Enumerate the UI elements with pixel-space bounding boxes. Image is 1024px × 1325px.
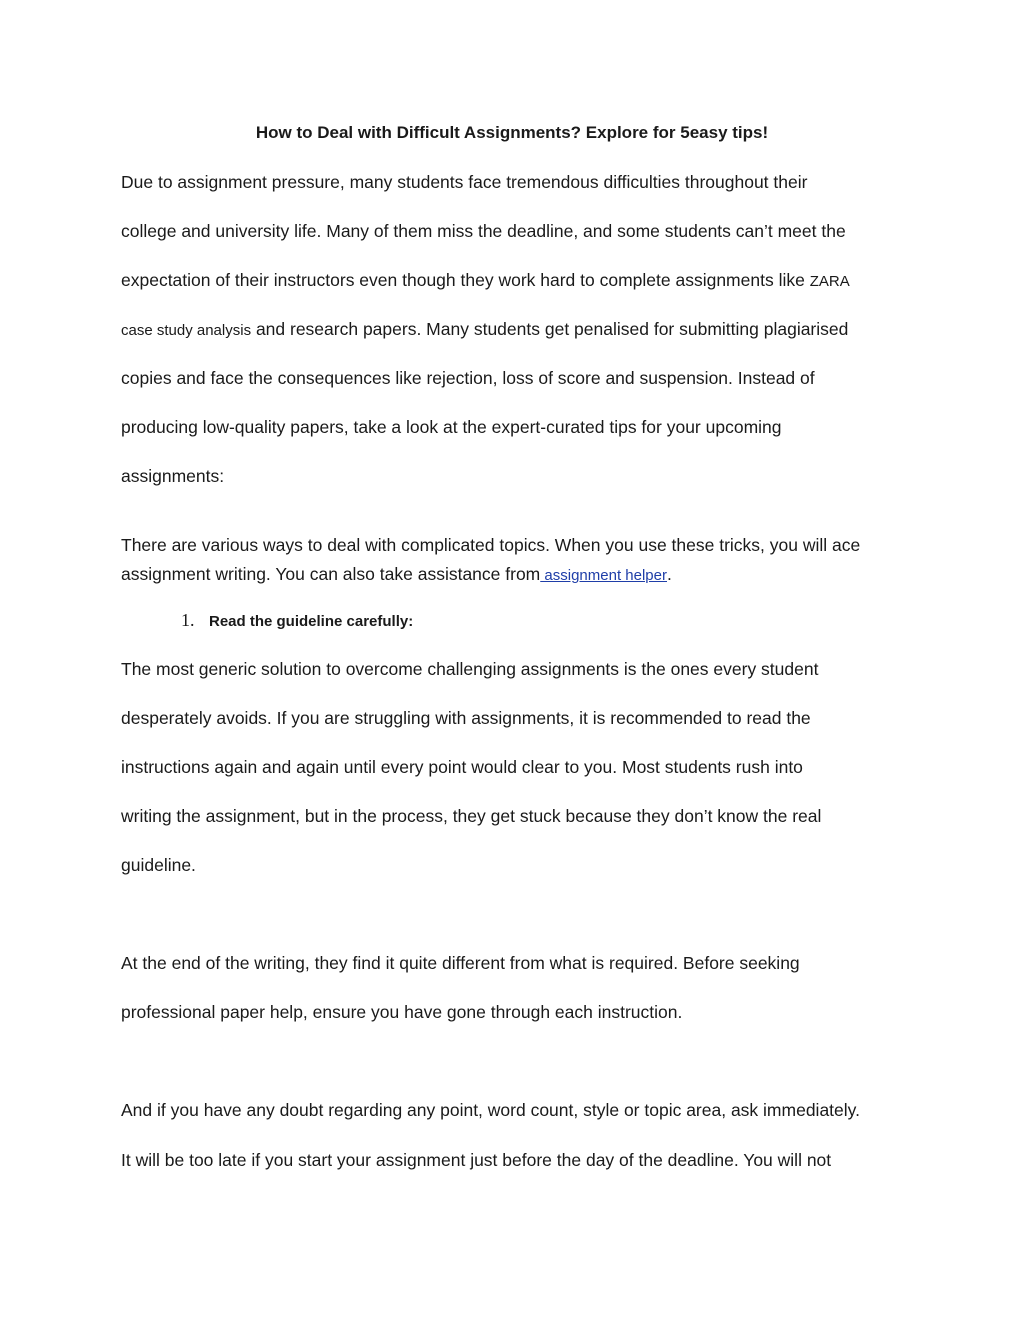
zara-term: ZARA: [809, 273, 850, 290]
assignment-helper-link[interactable]: assignment helper: [540, 567, 667, 584]
intro-line-3: [121, 268, 850, 294]
intro-line-6: producing low-quality papers, take a look at the expert-curated tips for your upcoming: [121, 417, 782, 437]
p3-line-2: It will be too late if you start your assignment just before the day of the deadline. You will not: [121, 1150, 832, 1170]
p1-line-1: The most generic solution to overcome challenging assignments is the ones every student: [121, 659, 819, 679]
list-item-1: [181, 608, 413, 634]
intro-line-2: college and university life. Many of them miss the deadline, and some students can’t meet the: [121, 221, 846, 241]
intro-line-7: assignments:: [121, 466, 225, 486]
intro-line-1: Due to assignment pressure, many students face tremendous difficulties throughout their: [121, 172, 808, 192]
p2-line-2: professional paper help, ensure you have gone through each instruction.: [121, 1002, 683, 1022]
document-title: How to Deal with Difficult Assignments? Explore for 5easy tips!: [255, 123, 769, 142]
p1-line-4: writing the assignment, but in the process, they get stuck because they don’t know the real: [121, 806, 822, 826]
case-study-term: case study analysis: [121, 322, 252, 339]
intro-line-5: copies and face the consequences like rejection, loss of score and suspension. Instead of: [121, 368, 815, 388]
intro-line-4-text: and research papers. Many students get penalised for submitting plagiarised: [251, 319, 849, 339]
list-number: 1.: [181, 610, 195, 630]
ways-line-1: There are various ways to deal with complicated topics. When you use these tricks, you will ace: [121, 535, 861, 555]
p2-line-1: At the end of the writing, they find it quite different from what is required. Before seeking: [121, 953, 800, 973]
p1-line-3: instructions again and again until every point would clear to you. Most students rush into: [121, 757, 803, 777]
intro-line-4: [121, 317, 848, 343]
p1-line-5: guideline.: [121, 855, 196, 875]
p3-line-1: And if you have any doubt regarding any point, word count, style or topic area, ask immediately.: [121, 1100, 860, 1120]
list-label: Read the guideline carefully:: [209, 613, 414, 630]
ways-line-2: [121, 562, 672, 588]
p1-line-2: desperately avoids. If you are struggling with assignments, it is recommended to read the: [121, 708, 811, 728]
intro-line-3-text: expectation of their instructors even though they work hard to complete assignments like: [121, 270, 810, 290]
ways-line-2-end: .: [667, 564, 672, 584]
ways-line-2-text: assignment writing. You can also take assistance from: [121, 564, 541, 584]
